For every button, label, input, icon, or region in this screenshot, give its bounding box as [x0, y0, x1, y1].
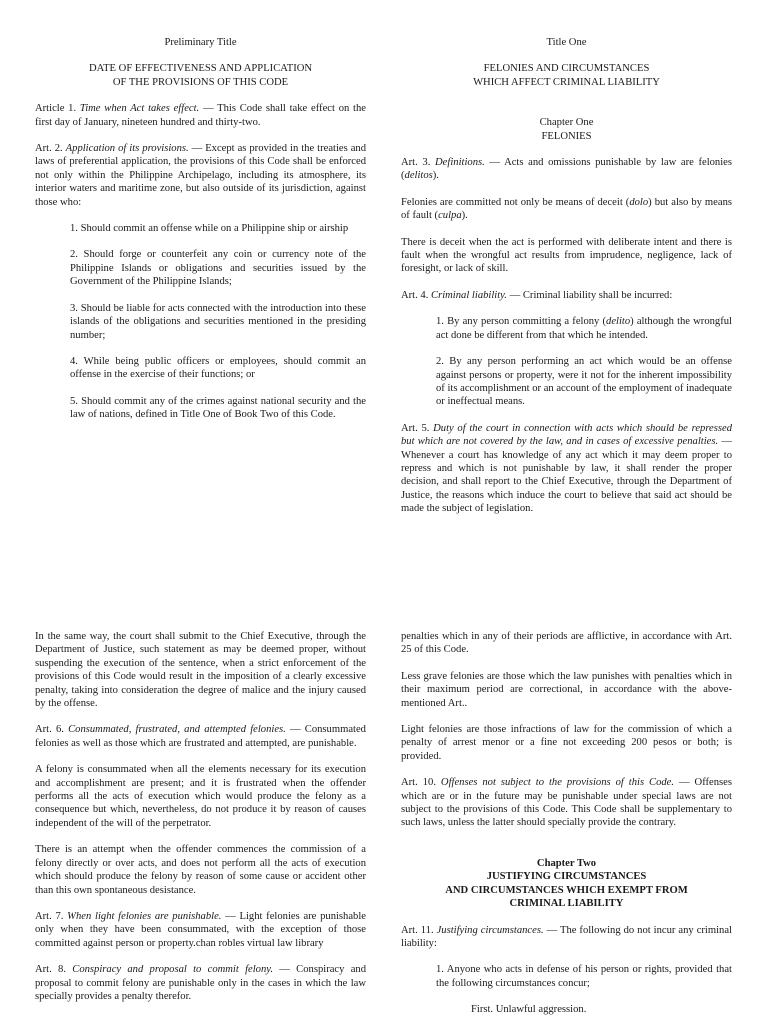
article-2-item-5: 5. Should commit any of the crimes against national security and the law of nations, defined in Title One of Book Two of this Code.	[70, 395, 366, 421]
title-one-line-1: FELONIES AND CIRCUMSTANCES	[483, 63, 650, 75]
page2-right-column	[401, 630, 732, 1030]
chapter-two-line-2: AND CIRCUMSTANCES WHICH EXEMPT FROM	[445, 884, 688, 896]
article-11: Art. 11. Justifying circumstances. — The following do not incur any criminal liability:	[401, 924, 732, 949]
page2-left-column	[35, 630, 366, 1016]
chapter-one-heading	[401, 116, 732, 143]
chapter-one-title: FELONIES	[541, 130, 592, 142]
preliminary-title-label: Preliminary Title	[164, 37, 237, 48]
chapter-one-label: Chapter One	[539, 117, 594, 129]
preliminary-title-heading	[35, 36, 366, 89]
chapter-two-label: Chapter Two	[536, 857, 597, 869]
article-10: Art. 10. Offenses not subject to the provisions of this Code. — Offenses which are or in the future may be punishable under special laws are not subject to the provisions of this Code. This Code shall be supplementary to such laws, unless the latter should specially provide the contrary.	[401, 777, 732, 829]
article-1: Article 1. Time when Act takes effect. — This Code shall take effect on the first day of January, nineteen hundred and thirty-two.	[35, 103, 366, 128]
article-6-paragraph-3: There is an attempt when the offender commences the commission of a felony directly or over acts, and does not perform all the acts of execution which should produce the felony by reason of some cause or accident other than this own spontaneous desistance.	[35, 844, 366, 896]
preliminary-title-line-2: OF THE PROVISIONS OF THIS CODE	[112, 76, 289, 88]
page1-left-column	[35, 36, 366, 435]
article-3-paragraph-3: There is deceit when the act is performed with deliberate intent and there is fault when the wrongful act results from imprudence, negligence, lack of foresight, or lack of skill.	[401, 236, 732, 275]
title-one-label: Title One	[546, 37, 587, 48]
page1-right-column	[401, 36, 732, 529]
title-one-heading	[401, 36, 732, 89]
article-4-item-2: 2. By any person performing an act which would be an offense against persons or property, were it not for the inherent impossibility of its accomplishment or an account of the employment of inadequate or ineffectual means.	[436, 356, 732, 408]
article-3: Art. 3. Definitions. — Acts and omissions punishable by law are felonies (delitos).	[401, 157, 733, 182]
article-7: Art. 7. When light felonies are punishable. — Light felonies are punishable only when they have been consummated, with the exception of those committed against person or property.chan robles virtual law library	[35, 910, 366, 949]
preliminary-title-line-1: DATE OF EFFECTIVENESS AND APPLICATION	[88, 63, 313, 75]
article-5: Art. 5. Duty of the court in connection with acts which should be repressed but which are not covered by the law, and in cases of excessive penalties. — Whenever a court has knowledge of any act which it may deem proper to repress and which is not punishable by law, it shall render the proper decision, and shall report to the Chief Executive, through the Department of Justice, the reasons which induce the court to believe that said act should be made the subject of legislation.	[401, 422, 732, 515]
article-2-item-2: 2. Should forge or counterfeit any coin or currency note of the Philippine Islands or obligations and securities issued by the Government of the Philippine Islands;	[70, 249, 366, 288]
chapter-two-heading	[401, 857, 732, 911]
article-11-item-1: 1. Anyone who acts in defense of his person or rights, provided that the following circumstances concur;	[436, 964, 732, 989]
article-9-continued: penalties which in any of their periods are afflictive, in accordance with Art. 25 of this Code.	[401, 631, 732, 656]
article-5-paragraph-2: In the same way, the court shall submit to the Chief Executive, through the Department of Justice, such statement as may be deemed proper, without suspending the execution of the sentence, when a strict enforcement of the provisions of this Code would result in the imposition of a clearly excessive penalty, taking into consideration the degree of malice and the injury caused by the offense.	[35, 631, 366, 710]
chapter-two-line-3: CRIMINAL LIABILITY	[509, 898, 624, 910]
article-2-item-3: 3. Should be liable for acts connected with the introduction into these islands of the obligations and securities mentioned in the presiding number;	[70, 302, 366, 341]
article-11-first: First. Unlawful aggression.	[471, 1004, 587, 1016]
title-one-line-2: WHICH AFFECT CRIMINAL LIABILITY	[473, 76, 660, 88]
article-4: Art. 4. Criminal liability. — Criminal liability shall be incurred:	[401, 289, 673, 301]
article-6: Art. 6. Consummated, frustrated, and attempted felonies. — Consummated felonies as well as those which are frustrated and attempted, are punishable.	[35, 724, 366, 749]
chapter-two-line-1: JUSTIFYING CIRCUMSTANCES	[486, 871, 647, 883]
article-6-paragraph-2: A felony is consummated when all the elements necessary for its execution and accomplishment are present; and it is frustrated when the offender performs all the acts of execution which would produce the felony as a consequence but which, nevertheless, do not produce it by reason of causes independent of the will of the perpetrator.	[35, 764, 366, 829]
article-9-paragraph-4: Light felonies are those infractions of law for the commission of which a penalty of arrest menor or a fine not exceeding 200 pesos or both; is provided.	[401, 724, 732, 762]
article-9-paragraph-3: Less grave felonies are those which the law punishes with penalties which in their maximum period are correctional, in accordance with the above-mentioned Art..	[401, 670, 732, 709]
article-3-paragraph-2: Felonies are committed not only be means of deceit (dolo) but also by means of fault (culpa).	[401, 196, 732, 222]
article-2-item-1: 1. Should commit an offense while on a Philippine ship or airship	[70, 223, 349, 235]
article-2: Art. 2. Application of its provisions. — Except as provided in the treaties and laws of preferential application, the provisions of this Code shall be enforced not only within the Philippine Archipelago, including its atmosphere, its interior waters and maritime zone, but also outside of its jurisdiction, against those who:	[35, 143, 366, 208]
article-2-item-4: 4. While being public officers or employees, should commit an offense in the exercise of their functions; or	[70, 355, 366, 381]
article-4-item-1: 1. By any person committing a felony (delito) although the wrongful act done be different from that which he intended.	[436, 316, 732, 341]
article-8: Art. 8. Conspiracy and proposal to commit felony. — Conspiracy and proposal to commit felony are punishable only in the cases in which the law specially provides a penalty therefor.	[35, 964, 366, 1002]
